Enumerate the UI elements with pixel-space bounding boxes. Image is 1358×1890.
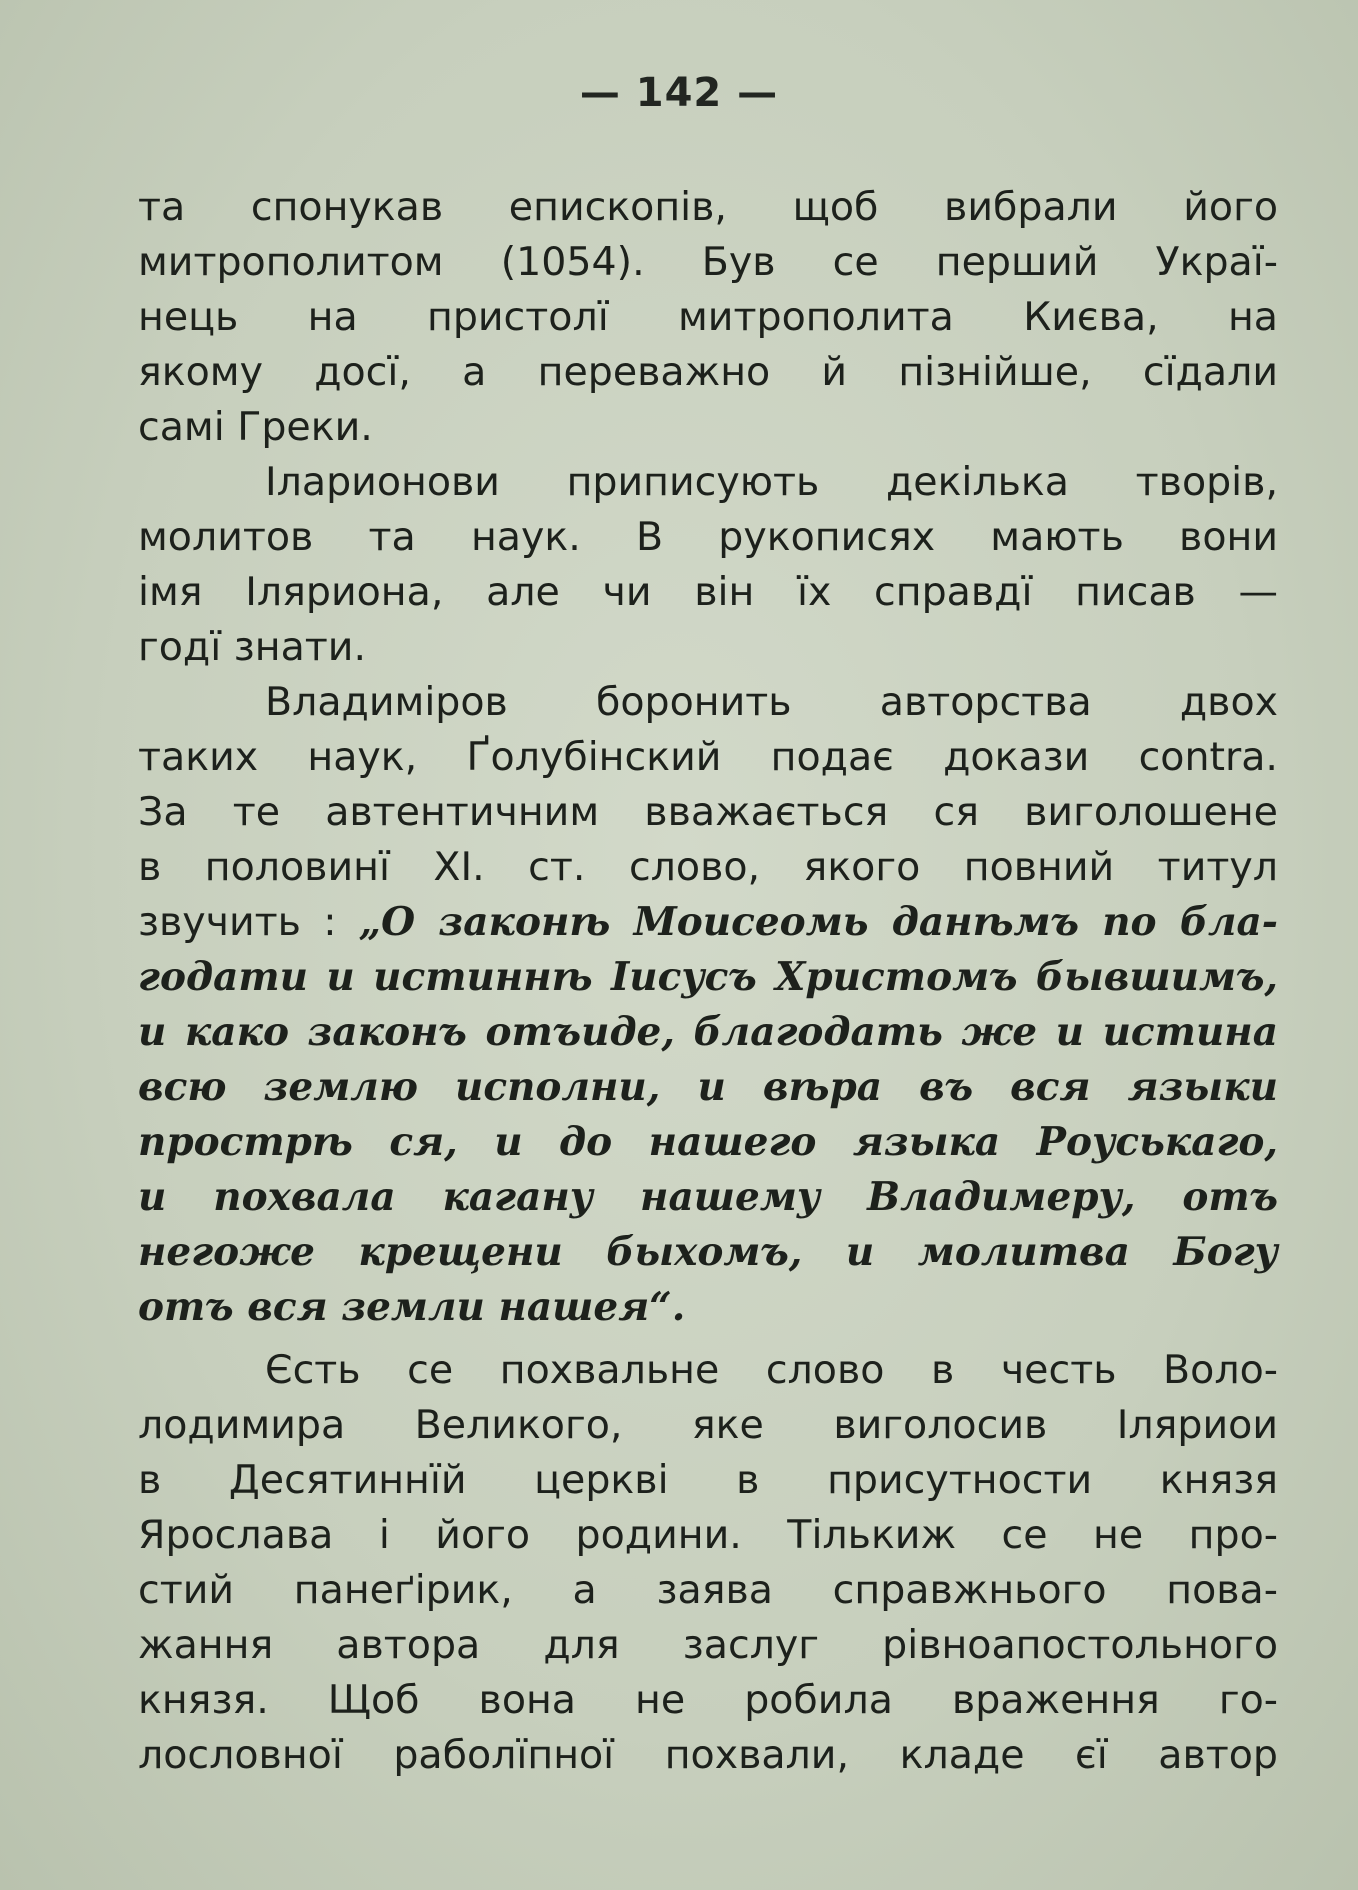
text-line: лодимира Великого, яке виголосив Іляриои [138, 1402, 1278, 1448]
text-line: та спонукав епископів, щоб вибрали його [138, 184, 1278, 230]
text-line: лословної раболїпної похвали, кладе єї автор [138, 1732, 1278, 1778]
text-line: жання автора для заслуг рівноапостольного [138, 1622, 1278, 1668]
quote-line: и похвала кагану нашему Владимеру, отъ [138, 1174, 1278, 1220]
text-line: стий панеґірик, а заява справжнього пова- [138, 1567, 1278, 1613]
quote-text: „О законѣ Моисеомь данѣмъ по бла- [358, 899, 1278, 945]
quote-line: прострѣ ся, и до нашего языка Роуськаго, [138, 1119, 1278, 1165]
text-line: якому досї, а переважно й пізнійше, сїдали [138, 349, 1278, 395]
text-line: Ярослава і його родини. Тількиж се не про- [138, 1512, 1278, 1558]
text-line: Іларионови приписують декілька творів, [265, 459, 1278, 505]
text-line: в половинї XI. ст. слово, якого повний титул [138, 844, 1278, 890]
paragraph-4 [138, 1343, 1278, 1783]
quote-line: негоже крещени быхомъ, и молитва Богу [138, 1229, 1278, 1275]
text-line: самі Греки. [138, 404, 373, 450]
quote-intro: звучить : [138, 899, 359, 945]
text-line: в Десятиннїй церкві в присутности князя [138, 1457, 1278, 1503]
quote-line: отъ вся земли нашея“. [138, 1284, 686, 1330]
quote-line: годати и истиннѣ Іисусъ Христомъ бывшимъ, [138, 954, 1278, 1000]
quote-line: и како законъ отъиде, благодать же и истина [138, 1009, 1278, 1055]
quote-line: всю землю исполни, и вѣра въ вся языки [138, 1064, 1278, 1110]
text-line: князя. Щоб вона не робила враження го- [138, 1677, 1278, 1723]
paragraph-2 [138, 455, 1278, 675]
text-line: годї знати. [138, 624, 367, 670]
body-text [138, 180, 1278, 1783]
text-line: нець на пристолї митрополита Києва, на [138, 294, 1278, 340]
paragraph-1 [138, 180, 1278, 455]
text-line-with-quote [138, 895, 1278, 950]
text-line: Єсть се похвальне слово в честь Воло- [265, 1347, 1278, 1393]
page-number: — 142 — [579, 70, 779, 116]
text-line: таких наук, Ґолубінский подає докази contra. [138, 734, 1278, 780]
text-line: молитов та наук. В рукописях мають вони [138, 514, 1278, 560]
paragraph-3 [138, 675, 1278, 1335]
text-line: Владиміров боронить авторства двох [265, 679, 1278, 725]
text-line: митрополитом (1054). Був се перший Украї- [138, 239, 1278, 285]
text-line: За те автентичним вважається ся виголошене [138, 789, 1278, 835]
text-line: імя Іляриона, але чи він їх справдї писав — [138, 569, 1278, 615]
